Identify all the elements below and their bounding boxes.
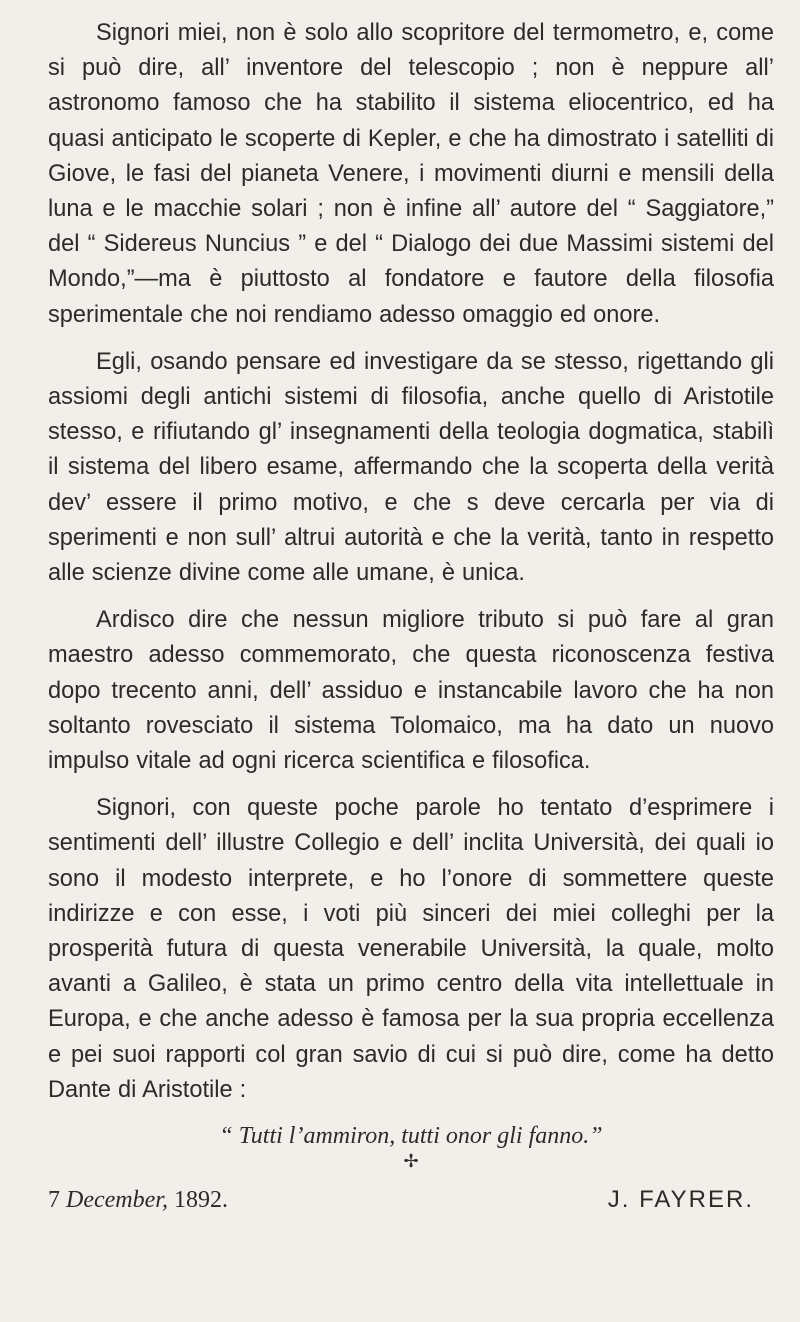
signoff: [48, 1182, 774, 1218]
paragraph-4: Signori, con queste poche parole ho tentato d’esprimere i sentimenti dell’ illustre Collegio e dell’ inclita Università, dei quali io sono il modesto interprete, e ho l’onore di sommettere queste indirizze e con esse, i voti più sinceri dei miei colleghi per la prosperità futura di questa venerabile Università, la quale, molto avanti a Galileo, è stata un primo centro della vita intellettuale in Europa, e che anche adesso è famosa per la sua propria eccellenza e pei suoi rapporti col gran savio di cui si può dire, come ha detto Dante di Aristotile :: [48, 795, 774, 1103]
ornament-icon: ✢: [403, 1151, 419, 1173]
date: [48, 1182, 228, 1218]
paragraph-3: Ardisco dire che nessun migliore tributo si può fare al gran maestro adesso commemorato, che questa riconoscenza festiva dopo trecento anni, dell’ assiduo e instancabile lavoro che ha non soltanto rovesciato il sistema Tolomaico, ma ha dato un nuovo impulso vitale ad ogni ricerca scientifica e filosofica.: [48, 607, 774, 775]
paragraph-2: Egli, osando pensare ed investigare da se stesso, rigettando gli assiomi degli antichi sistemi di filosofia, anche quello di Aristotile stesso, e rifiutando gl’ insegnamenti della teologia dogmatica, stabilì il sistema del libero esame, affermando che la scoperta della verità dev’ essere il primo motivo, e che s deve cercarla per via di sperimenti e non sull’ altrui autorità e che la verità, tanto in respetto alle scienze divine come alle umane, è unica.: [48, 348, 774, 587]
paragraph-1: Signori miei, non è solo allo scopritore del termometro, e, come si può dire, all’ inventore del telescopio ; non è neppure all’ astronomo famoso che ha stabilito il sistema eliocentrico, ed ha quasi anticipato le scoperte di Kepler, e che ha dimostrato i satelliti di Giove, le fasi del pianeta Venere, i movimenti diurni e mensili della luna e le macchie solari ; non è infine all’ autore del “ Saggiatore,” del “ Sidereus Nuncius ” e del “ Dialogo dei due Massimi sistemi del Mondo,”—ma è piuttosto al fondatore e fautore della filosofia sperimentale che noi rendiamo adesso omaggio ed onore.: [48, 20, 775, 328]
date-day: 7: [48, 1187, 60, 1214]
date-year: 1892.: [173, 1187, 228, 1214]
date-month: December,: [66, 1187, 168, 1214]
author-signature: J. FAYRER.: [607, 1186, 754, 1214]
dante-quote: “ Tutti l’ammiron, tutti onor gli fanno.”: [219, 1123, 603, 1150]
